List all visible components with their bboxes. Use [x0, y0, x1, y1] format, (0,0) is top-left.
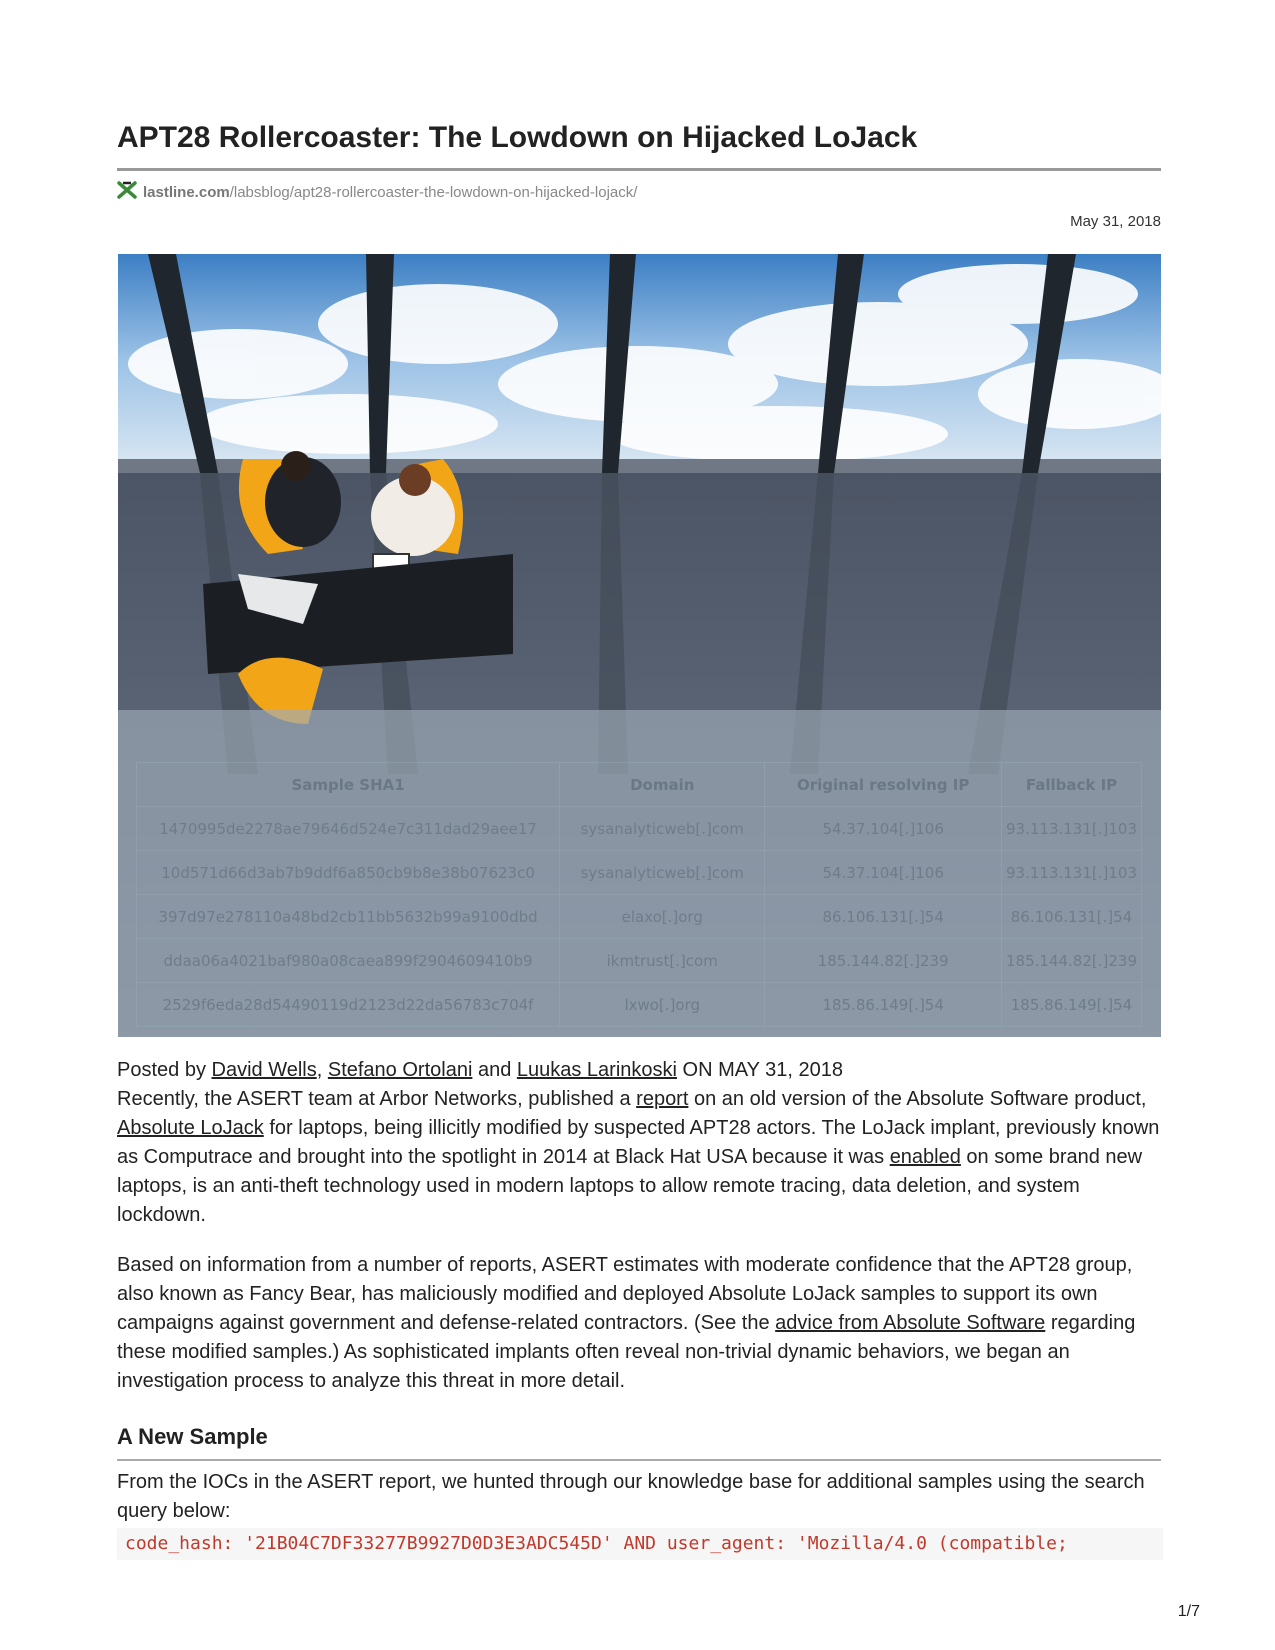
- cell-fallback-ip: 185.144.82[.]239: [1002, 939, 1142, 983]
- cell-domain: ikmtrust[.]com: [560, 939, 765, 983]
- byline-date: ON MAY 31, 2018: [676, 1059, 843, 1081]
- title-divider: [117, 168, 1161, 171]
- byline-prefix: Posted by: [117, 1059, 212, 1081]
- paragraph-text: Based on information from a number of reports, ASERT estimates with moderate confidence that the APT28 group, also known as Fancy Bear, has maliciously modified and deployed Absolute LoJack samples to support its own campaigns against government and defense-related contractors. (See the: [117, 1254, 1133, 1334]
- col-header: Domain: [560, 763, 765, 807]
- cell-ip: 86.106.131[.]54: [765, 895, 1002, 939]
- article-intro: [117, 1056, 1163, 1230]
- cell-sha1: 2529f6eda28d54490119d2123d22da56783c704f: [137, 983, 560, 1027]
- code-snippet: code_hash: '21B04C7DF33277B9927D0D3E3ADC545D' AND user_agent: 'Mozilla/4.0 (compatible;: [117, 1528, 1163, 1560]
- col-header: Original resolving IP: [765, 763, 1002, 807]
- source-domain: lastline.com: [143, 183, 230, 201]
- table-row: [137, 807, 1142, 851]
- table-row: [137, 983, 1142, 1027]
- cell-ip: 185.144.82[.]239: [765, 939, 1002, 983]
- section-heading: A New Sample: [117, 1424, 268, 1449]
- cell-ip: 54.37.104[.]106: [765, 851, 1002, 895]
- cell-sha1: 10d571d66d3ab7b9ddf6a850cb9b8e38b07623c0: [137, 851, 560, 895]
- table-header-row: [137, 763, 1142, 807]
- publish-date: May 31, 2018: [1070, 213, 1161, 230]
- table-row: [137, 851, 1142, 895]
- paragraph-text: on some brand new laptops, is an anti-theft technology used in modern laptops to allow remote tracing, data deletion, and system lockdown.: [117, 1146, 1143, 1226]
- paragraph-text: Recently, the ASERT team at Arbor Networks, published a: [117, 1088, 637, 1110]
- cell-fallback-ip: 93.113.131[.]103: [1002, 807, 1142, 851]
- cell-fallback-ip: 93.113.131[.]103: [1002, 851, 1142, 895]
- cell-fallback-ip: 185.86.149[.]54: [1002, 983, 1142, 1027]
- hero-image: [118, 254, 1161, 1037]
- ioc-table-image: [136, 762, 1142, 1027]
- cell-sha1: 1470995de2278ae79646d524e7c311dad29aee17: [137, 807, 560, 851]
- byline: [117, 1059, 843, 1081]
- cell-domain: sysanalyticweb[.]com: [560, 807, 765, 851]
- absolute-lojack-link[interactable]: Absolute LoJack: [117, 1117, 264, 1139]
- page-title: APT28 Rollercoaster: The Lowdown on Hijacked LoJack: [117, 121, 918, 154]
- source-path: /labsblog/apt28-rollercoaster-the-lowdown-on-hijacked-lojack/: [229, 183, 638, 201]
- cell-domain: sysanalyticweb[.]com: [560, 851, 765, 895]
- byline-separator: and: [472, 1059, 517, 1081]
- col-header: Fallback IP: [1002, 763, 1142, 807]
- advice-link[interactable]: advice from Absolute Software: [775, 1312, 1046, 1334]
- paragraph-text: for laptops, being illicitly modified by suspected APT28 actors. The LoJack implant, previously known as Computrace and brought into the spotlight in 2014 at Black Hat USA because it was: [117, 1117, 1160, 1168]
- author-link-luukas-larinkoski[interactable]: Luukas Larinkoski: [516, 1059, 677, 1081]
- author-link-david-wells[interactable]: David Wells: [211, 1059, 317, 1081]
- report-link[interactable]: report: [636, 1088, 689, 1110]
- source-url[interactable]: [117, 180, 637, 204]
- paragraph-text: on an old version of the Absolute Software product,: [688, 1088, 1147, 1110]
- section-divider: [117, 1459, 1161, 1461]
- cell-sha1: 397d97e278110a48bd2cb11bb5632b99a9100dbd: [137, 895, 560, 939]
- paragraph-3: From the IOCs in the ASERT report, we hunted through our knowledge base for additional samples using the search query below:: [117, 1471, 1145, 1522]
- lastline-logo-icon: [117, 180, 137, 204]
- cell-fallback-ip: 86.106.131[.]54: [1002, 895, 1142, 939]
- col-header: Sample SHA1: [137, 763, 560, 807]
- author-link-stefano-ortolani[interactable]: Stefano Ortolani: [327, 1059, 473, 1081]
- table-row: [137, 895, 1142, 939]
- cell-ip: 185.86.149[.]54: [765, 983, 1002, 1027]
- enabled-link[interactable]: enabled: [889, 1146, 961, 1168]
- page-number: 1/7: [1177, 1603, 1200, 1620]
- cell-domain: elaxo[.]org: [560, 895, 765, 939]
- paragraph-text: regarding these modified samples.) As sophisticated implants often reveal non-trivial dynamic behaviors, we began an investigation process to analyze this threat in more detail.: [117, 1312, 1136, 1392]
- cell-ip: 54.37.104[.]106: [765, 807, 1002, 851]
- cell-sha1: ddaa06a4021baf980a08caea899f2904609410b9: [137, 939, 560, 983]
- cell-domain: lxwo[.]org: [560, 983, 765, 1027]
- byline-separator: ,: [316, 1059, 328, 1081]
- table-row: [137, 939, 1142, 983]
- paragraph-2: [117, 1251, 1163, 1396]
